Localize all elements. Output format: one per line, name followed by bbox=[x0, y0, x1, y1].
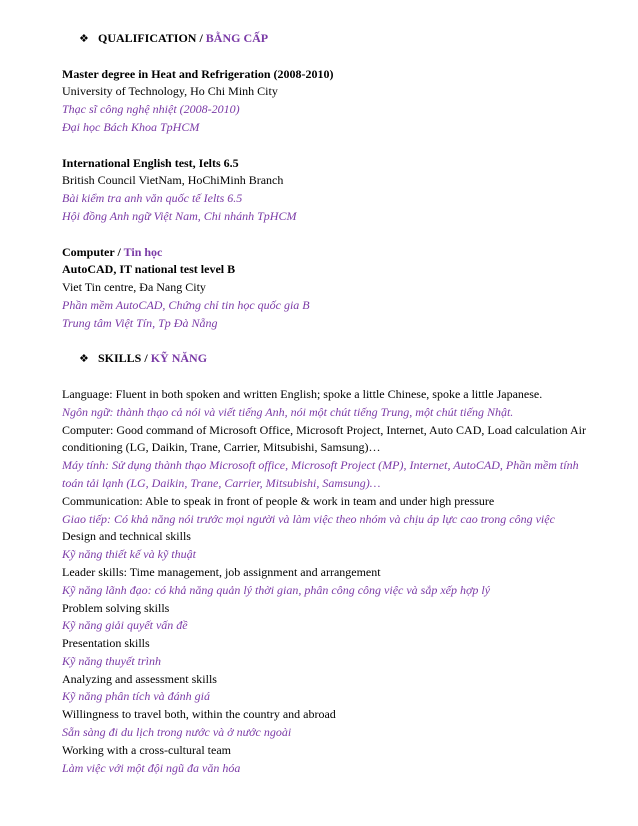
skill-item-en: Language: Fluent in both spoken and written English; spoke a little Chinese, spoke a little Japanese. bbox=[62, 386, 543, 401]
skill-item-en: Problem solving skills bbox=[62, 600, 170, 615]
skills-title-en: SKILLS / bbox=[98, 351, 148, 366]
computer-cert-institution-vi: Trung tâm Việt Tín, Tp Đà Nẵng bbox=[62, 315, 218, 330]
skill-item-en: Working with a cross-cultural team bbox=[62, 742, 231, 757]
computer-cert-title: AutoCAD, IT national test level B bbox=[62, 262, 236, 277]
computer-cert-title-vi: Phần mềm AutoCAD, Chứng chỉ tin học quốc gia B bbox=[62, 297, 310, 312]
computer-heading-en: Computer / bbox=[62, 244, 121, 259]
skill-item-vi: Kỹ năng lãnh đạo: có khả năng quản lý thời gian, phân công công việc và sắp xếp hợp lý bbox=[62, 582, 491, 597]
spacer bbox=[62, 137, 592, 155]
skill-item-vi: Giao tiếp: Có khả năng nói trước mọi người và làm việc theo nhóm và chịu áp lực cao trong công việc bbox=[62, 511, 555, 526]
spacer bbox=[62, 48, 592, 66]
spacer bbox=[62, 226, 592, 244]
skill-item-vi: Kỹ năng giải quyết vấn đề bbox=[62, 618, 188, 633]
skill-item-vi: Ngôn ngữ: thành thạo cả nói và viết tiếng Anh, nói một chút tiếng Trung, một chút tiếng Nhật. bbox=[62, 404, 514, 419]
skill-item-en: Presentation skills bbox=[62, 636, 150, 651]
skills-heading bbox=[62, 350, 592, 368]
skill-item-en: Willingness to travel both, within the country and abroad bbox=[62, 707, 336, 722]
skill-item-vi: Sẵn sàng đi du lịch trong nước và ở nước ngoài bbox=[62, 725, 292, 740]
computer-cert-institution: Viet Tin centre, Đa Nang City bbox=[62, 280, 206, 295]
skill-item-vi: Làm việc với một đội ngũ đa văn hóa bbox=[62, 760, 241, 775]
qualification-title-en: QUALIFICATION / bbox=[98, 31, 203, 45]
computer-heading bbox=[62, 244, 592, 262]
skills-title-vi: KỸ NĂNG bbox=[150, 351, 208, 366]
skill-item-vi: Kỹ năng thiết kế và kỹ thuật bbox=[62, 547, 196, 562]
qualification-title-vi: BẰNG CẤP bbox=[205, 31, 269, 45]
skill-item-vi: Kỹ năng phân tích và đánh giá bbox=[62, 689, 210, 704]
skill-item-en: Computer: Good command of Microsoft Office, Microsoft Project, Internet, Auto CAD, Load calculation Air conditioning (LG, Daikin, Trane, Carrier, Mitsubishi, Samsung)… bbox=[62, 422, 586, 455]
degree-institution: University of Technology, Ho Chi Minh City bbox=[62, 84, 278, 99]
skill-item-vi: Kỹ năng thuyết trình bbox=[62, 653, 161, 668]
skill-item-vi: Máy tính: Sử dụng thành thạo Microsoft office, Microsoft Project (MP), Internet, AutoCAD, Phần mềm tính toán tải lạnh (LG, Daikin, Trane, Carrier, Mitsubishi, Samsung)… bbox=[62, 458, 579, 490]
english-test-title: International English test, Ielts 6.5 bbox=[62, 155, 239, 170]
skill-item-en: Analyzing and assessment skills bbox=[62, 671, 217, 686]
resume-page bbox=[62, 30, 592, 777]
diamond-bullet-icon: ❖ bbox=[79, 352, 89, 366]
spacer bbox=[62, 368, 592, 386]
spacer bbox=[62, 333, 592, 351]
skill-item-en: Leader skills: Time management, job assignment and arrangement bbox=[62, 564, 381, 579]
degree-title-vi: Thạc sĩ công nghệ nhiệt (2008-2010) bbox=[62, 102, 240, 117]
skill-item-en: Communication: Able to speak in front of people & work in team and under high pressure bbox=[62, 493, 495, 508]
degree-title: Master degree in Heat and Refrigeration (2008-2010) bbox=[62, 66, 334, 81]
skill-item-en: Design and technical skills bbox=[62, 529, 191, 544]
computer-heading-vi: Tin học bbox=[123, 244, 163, 259]
degree-institution-vi: Đại học Bách Khoa TpHCM bbox=[62, 119, 200, 134]
diamond-bullet-icon: ❖ bbox=[79, 32, 89, 45]
english-test-institution: British Council VietNam, HoChiMinh Branch bbox=[62, 173, 284, 188]
qualification-heading bbox=[62, 30, 592, 48]
english-test-title-vi: Bài kiểm tra anh văn quốc tế Ielts 6.5 bbox=[62, 191, 243, 206]
english-test-institution-vi: Hội đồng Anh ngữ Việt Nam, Chi nhánh TpHCM bbox=[62, 208, 297, 223]
